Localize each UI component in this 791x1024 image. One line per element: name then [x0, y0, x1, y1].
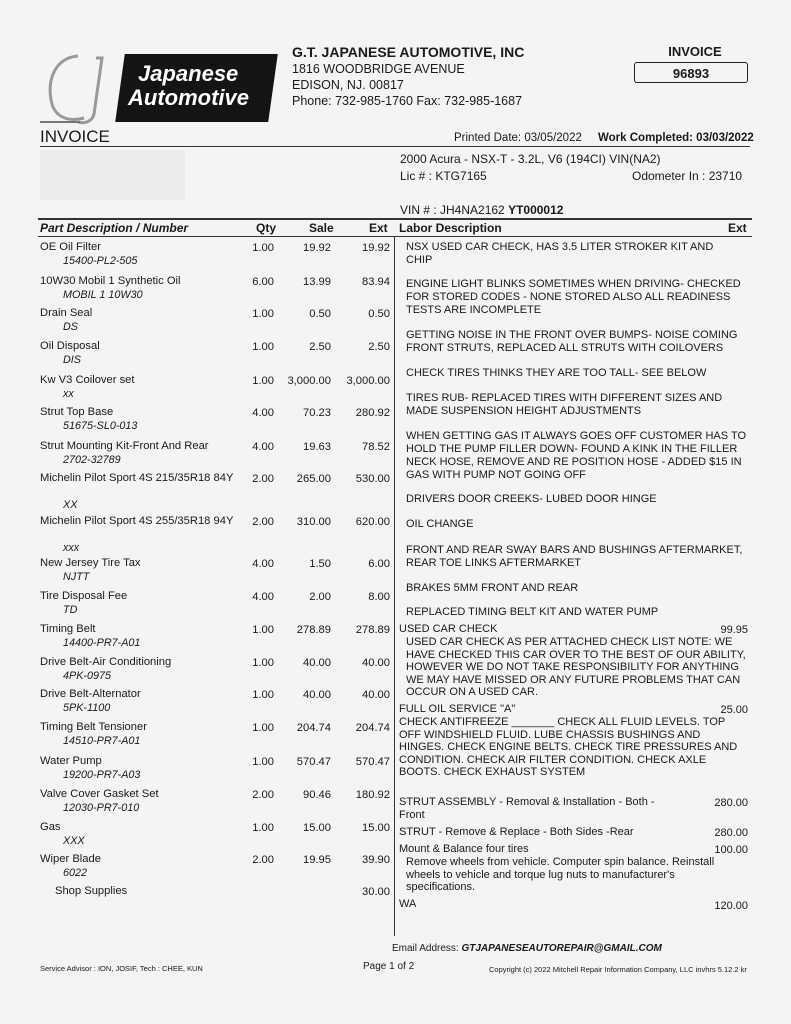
part-qty: 1.00	[252, 375, 274, 387]
part-number: TD	[63, 604, 78, 616]
part-ext: 19.92	[362, 242, 390, 254]
part-qty: 1.00	[252, 657, 274, 669]
part-number: NJTT	[63, 571, 90, 583]
part-qty: 1.00	[252, 242, 274, 254]
part-description: Timing Belt Tensioner	[40, 721, 147, 733]
part-description: Kw V3 Coilover set	[40, 374, 135, 386]
labor-item-title: STRUT ASSEMBLY - Removal & Installation - Both - Front	[399, 796, 655, 821]
part-number: XXX	[63, 835, 85, 847]
company-logo	[128, 62, 278, 110]
part-number: 6022	[63, 867, 88, 879]
part-qty: 1.00	[252, 689, 274, 701]
part-ext: 570.47	[355, 756, 390, 768]
part-description: Drive Belt-Air Conditioning	[40, 656, 172, 668]
part-qty: 2.00	[252, 789, 274, 801]
part-description: New Jersey Tire Tax	[40, 557, 141, 569]
labor-item-detail: USED CAR CHECK AS PER ATTACHED CHECK LIST NOTE: WE HAVE CHECKED THIS CAR OVER TO THE BEST OF OUR ABILITY, HOWEVER WE DO NOT TAKE RESPONSIBILITY FOR ANYTHING WE MAY HAVE MISSED OR ANY FUTURE PROBLEMS THAT CAN OCCUR ON A USED CAR.	[406, 636, 746, 698]
part-description: 10W30 Mobil 1 Synthetic Oil	[40, 275, 181, 287]
part-ext: 204.74	[355, 722, 390, 734]
part-description: Drain Seal	[40, 307, 93, 319]
part-description: Water Pump	[40, 755, 102, 767]
part-sale: 570.47	[296, 756, 331, 768]
part-ext: 40.00	[362, 689, 390, 701]
part-qty: 4.00	[252, 591, 274, 603]
part-qty: 4.00	[252, 441, 274, 453]
part-qty: 1.00	[252, 308, 274, 320]
part-number: xxx	[63, 542, 80, 554]
part-sale: 19.63	[303, 441, 331, 453]
part-qty: 1.00	[252, 341, 274, 353]
part-number: MOBIL 1 10W30	[63, 289, 143, 301]
part-number: 15400-PL2-505	[63, 255, 138, 267]
part-sale: 13.99	[303, 276, 331, 288]
copyright: Copyright (c) 2022 Mitchell Repair Information Company, LLC invhrs 5.12.2 kr	[489, 965, 747, 974]
table-header-line	[38, 236, 752, 237]
part-description: Tire Disposal Fee	[40, 590, 128, 602]
email-line	[392, 943, 662, 954]
company-address-1: 1816 WOODBRIDGE AVENUE	[292, 62, 465, 76]
part-number: 14510-PR7-A01	[63, 735, 141, 747]
qty-header: Qty	[256, 221, 277, 235]
part-sale: 0.50	[309, 308, 331, 320]
part-sale: 310.00	[296, 516, 331, 528]
part-number: XX	[63, 499, 78, 511]
part-sale: 204.74	[296, 722, 331, 734]
labor-note: FRONT AND REAR SWAY BARS AND BUSHINGS AFTERMARKET, REAR TOE LINKS AFTERMARKET	[406, 544, 743, 569]
part-description: Michelin Pilot Sport 4S 255/35R18 94Y	[40, 515, 234, 527]
part-number: DS	[63, 321, 78, 333]
company-address-2: EDISON, NJ. 00817	[292, 78, 404, 92]
labor-note: CHECK TIRES THINKS THEY ARE TOO TALL- SEE BELOW	[406, 367, 707, 379]
part-sale: 15.00	[303, 822, 331, 834]
labor-note: REPLACED TIMING BELT KIT AND WATER PUMP	[406, 606, 659, 618]
part-qty: 1.00	[252, 822, 274, 834]
part-description: Michelin Pilot Sport 4S 215/35R18 84Y	[40, 472, 234, 484]
part-number: DIS	[63, 354, 81, 366]
part-sale: 278.89	[296, 624, 331, 636]
labor-item-title: STRUT - Remove & Replace - Both Sides -Rear	[399, 826, 634, 838]
part-number: 51675-SL0-013	[63, 420, 138, 432]
vin-prefix: VIN # : JH4NA2162	[400, 203, 509, 217]
part-number: 12030-PR7-010	[63, 802, 140, 814]
part-ext: 78.52	[362, 441, 390, 453]
part-sale: 90.46	[303, 789, 331, 801]
table-top-line	[38, 218, 752, 220]
logo-line-2: Automotive	[128, 85, 249, 110]
part-ext: 83.94	[362, 276, 390, 288]
part-ext: 278.89	[355, 624, 390, 636]
part-sale: 19.92	[303, 242, 331, 254]
ext-header: Ext	[369, 221, 388, 235]
part-sale: 265.00	[296, 473, 331, 485]
part-number: 2702-32789	[63, 454, 121, 466]
part-ext: 2.50	[368, 341, 390, 353]
shop-supplies-ext: 30.00	[362, 886, 390, 898]
part-description: Drive Belt-Alternator	[40, 688, 141, 700]
part-number: 19200-PR7-A03	[63, 769, 141, 781]
part-description: Gas	[40, 821, 61, 833]
part-description: Wiper Blade	[40, 853, 101, 865]
part-sale: 3,000.00	[287, 375, 331, 387]
part-qty: 2.00	[252, 854, 274, 866]
labor-item-amount: 120.00	[714, 900, 748, 912]
part-ext: 530.00	[355, 473, 390, 485]
service-advisor: Service Advisor : ION, JOSIF, Tech : CHEE, KUN	[40, 964, 203, 973]
part-number: 5PK-1100	[63, 702, 111, 714]
invoice-label: INVOICE	[668, 44, 722, 59]
part-sale: 40.00	[303, 689, 331, 701]
page-number: Page 1 of 2	[363, 961, 415, 972]
customer-info-redacted	[40, 150, 185, 200]
labor-note: OIL CHANGE	[406, 518, 474, 530]
labor-item-title: USED CAR CHECK	[399, 623, 498, 635]
part-ext: 620.00	[355, 516, 390, 528]
labor-description-header: Labor Description	[399, 221, 502, 235]
shop-supplies-label: Shop Supplies	[55, 885, 128, 897]
part-number: xx	[63, 388, 74, 400]
header-divider	[40, 146, 750, 147]
labor-item-amount: 280.00	[714, 797, 748, 809]
part-qty: 4.00	[252, 558, 274, 570]
labor-note: GETTING NOISE IN THE FRONT OVER BUMPS- NOISE COMING FRONT STRUTS, REPLACED ALL STRUTS WITH COILOVERS	[406, 329, 738, 354]
part-qty: 2.00	[252, 516, 274, 528]
part-description: Valve Cover Gasket Set	[40, 788, 159, 800]
part-description-header: Part Description / Number	[40, 221, 189, 235]
part-ext: 8.00	[368, 591, 390, 603]
part-qty: 1.00	[252, 722, 274, 734]
part-description: Timing Belt	[40, 623, 96, 635]
labor-item-detail: CHECK ANTIFREEZE _______ CHECK ALL FLUID LEVELS. TOP OFF WINDSHIELD FLUID. LUBE CHASSIS BUSHINGS AND HINGES. CHECK ENGINE BELTS. CHECK TIRE PRESSURES AND CONDITION. CHECK AIR FILTER CONDITION. CHECK AXLE BOOTS. CHECK EXHAUST SYSTEM	[399, 716, 738, 778]
part-sale: 70.23	[303, 407, 331, 419]
part-sale: 40.00	[303, 657, 331, 669]
part-ext: 40.00	[362, 657, 390, 669]
license-plate: Lic # : KTG7165	[400, 169, 487, 183]
part-description: OE Oil Filter	[40, 241, 101, 253]
labor-item-title: Mount & Balance four tires	[399, 843, 529, 855]
invoice-number: 96893	[634, 62, 748, 83]
labor-note: DRIVERS DOOR CREEKS- LUBED DOOR HINGE	[406, 493, 657, 505]
part-ext: 15.00	[362, 822, 390, 834]
part-qty: 2.00	[252, 473, 274, 485]
labor-item-amount: 25.00	[720, 704, 748, 716]
company-name: G.T. JAPANESE AUTOMOTIVE, INC	[292, 44, 525, 60]
part-qty: 1.00	[252, 624, 274, 636]
labor-item-amount: 99.95	[720, 624, 748, 636]
part-ext: 39.90	[362, 854, 390, 866]
vin-suffix: YT000012	[508, 203, 564, 217]
labor-note: WHEN GETTING GAS IT ALWAYS GOES OFF CUSTOMER HAS TO HOLD THE PUMP FILLER DOWN- FOUND A KINK IN THE FILLER NECK HOSE, REMOVE AND RE POSITION HOSE - ADDED $15 IN GAS WITH PUMP NOT GOING OFF	[406, 430, 747, 481]
email-address: GTJAPANESEAUTOREPAIR@GMAIL.COM	[461, 943, 662, 954]
labor-item-title: FULL OIL SERVICE "A"	[399, 703, 516, 715]
part-description: Oil Disposal	[40, 340, 100, 352]
part-ext: 3,000.00	[346, 375, 390, 387]
logo-line-1: Japanese	[138, 61, 239, 86]
part-number: 4PK-0975	[63, 670, 112, 682]
part-ext: 280.92	[355, 407, 390, 419]
sale-header: Sale	[309, 221, 334, 235]
part-qty: 6.00	[252, 276, 274, 288]
part-qty: 1.00	[252, 756, 274, 768]
column-divider	[394, 236, 395, 936]
labor-item-amount: 280.00	[714, 827, 748, 839]
labor-item-amount: 100.00	[714, 844, 748, 856]
vehicle-description: 2000 Acura - NSX-T - 3.2L, V6 (194CI) VIN(NA2)	[400, 152, 661, 166]
labor-note: NSX USED CAR CHECK, HAS 3.5 LITER STROKER KIT AND CHIP	[406, 241, 714, 266]
labor-note: TIRES RUB- REPLACED TIRES WITH DIFFERENT SIZES AND MADE SUSPENSION HEIGHT ADJUSTMENTS	[406, 392, 723, 417]
part-description: Strut Top Base	[40, 406, 114, 418]
labor-item-detail: Remove wheels from vehicle. Computer spin balance. Reinstall wheels to vehicle and torque lug nuts to manufacturer's specifications.	[406, 856, 715, 893]
part-sale: 19.95	[303, 854, 331, 866]
email-label: Email Address:	[392, 943, 462, 954]
part-sale: 2.50	[309, 341, 331, 353]
part-description: Strut Mounting Kit-Front And Rear	[40, 440, 209, 452]
labor-note: BRAKES 5MM FRONT AND REAR	[406, 582, 579, 594]
part-sale: 2.00	[309, 591, 331, 603]
part-sale: 1.50	[309, 558, 331, 570]
part-ext: 6.00	[368, 558, 390, 570]
part-ext: 180.92	[355, 789, 390, 801]
labor-note: ENGINE LIGHT BLINKS SOMETIMES WHEN DRIVING- CHECKED FOR STORED CODES - NONE STORED ALSO ALL READINESS TESTS ARE INCOMPLETE	[406, 278, 741, 316]
odometer: Odometer In : 23710	[632, 169, 743, 183]
part-qty: 4.00	[252, 407, 274, 419]
company-phone: Phone: 732-985-1760 Fax: 732-985-1687	[292, 94, 523, 108]
invoice-title: INVOICE	[40, 127, 110, 146]
vin	[400, 203, 563, 217]
labor-item-title: WA	[399, 898, 417, 910]
work-completed-date: Work Completed: 03/03/2022	[598, 132, 754, 144]
labor-ext-header: Ext	[728, 221, 747, 235]
part-number: 14400-PR7-A01	[63, 637, 141, 649]
part-ext: 0.50	[368, 308, 390, 320]
printed-date: Printed Date: 03/05/2022	[454, 132, 582, 144]
